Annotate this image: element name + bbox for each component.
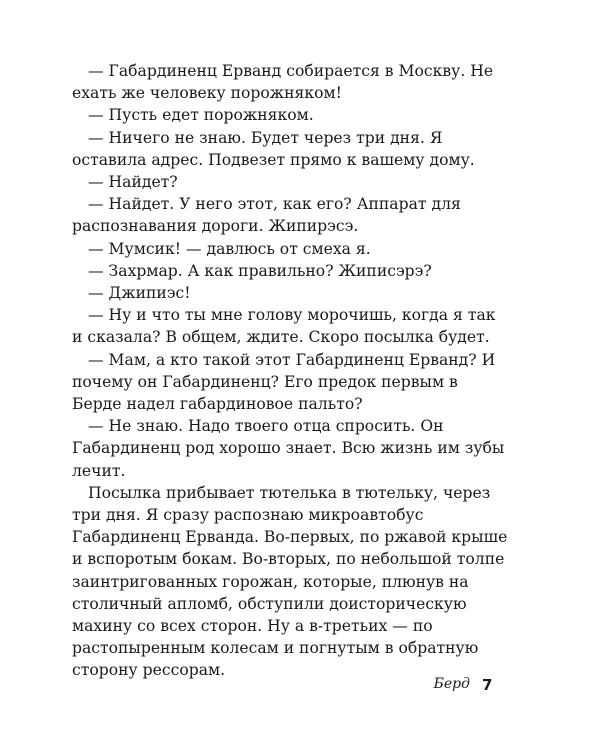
paragraph: — Ничего не знаю. Будет через три дня. Я оставила адрес. Подвезет прямо к вашему дому. <box>72 128 475 169</box>
paragraph: — Найдет? <box>88 173 178 192</box>
paragraph: — Ну и что ты мне голову морочишь, когда я так и сказала? В общем, ждите. Скоро посылка будет. <box>72 306 496 347</box>
paragraph: — Захрмар. А как правильно? Жиписэрэ? <box>88 261 432 280</box>
page-body-text <box>72 60 510 682</box>
paragraph: — Не знаю. Надо твоего отца спросить. Он Габардиненц род хорошо знает. Всю жизнь им зубы лечит. <box>72 417 505 480</box>
paragraph: — Джипиэс! <box>88 284 191 303</box>
page-footer <box>0 676 600 700</box>
paragraph: — Пусть едет порожняком. <box>88 106 314 125</box>
paragraph: — Найдет. У него этот, как его? Аппарат для распознавания дороги. Жипирэсэ. <box>72 195 461 236</box>
paragraph: Посылка прибывает тютелька в тютельку, через три дня. Я сразу распознаю микроавтобус Габардиненц Ерванда. Во-первых, по ржавой крыше и вспоротым бокам. Во-вторых, по небольшой толпе заинтригованных горожан, которые, плюнув на столичный апломб, обступили доисторическую махину со всех сторон. Ну а в-третьих — по растопыренным колесам и погнутым в обратную сторону рессорам. <box>72 483 508 680</box>
page-number: 7 <box>482 676 493 694</box>
paragraph: — Мумсик! — давлюсь от смеха я. <box>88 239 371 258</box>
running-title: Берд <box>433 676 470 692</box>
paragraph: — Мам, а кто такой этот Габардиненц Ерванд? И почему он Габардиненц? Его предок первым в Берде надел габардиновое пальто? <box>72 350 496 414</box>
paragraph: — Габардиненц Ерванд собирается в Москву. Не ехать же человеку порожняком! <box>72 62 494 103</box>
